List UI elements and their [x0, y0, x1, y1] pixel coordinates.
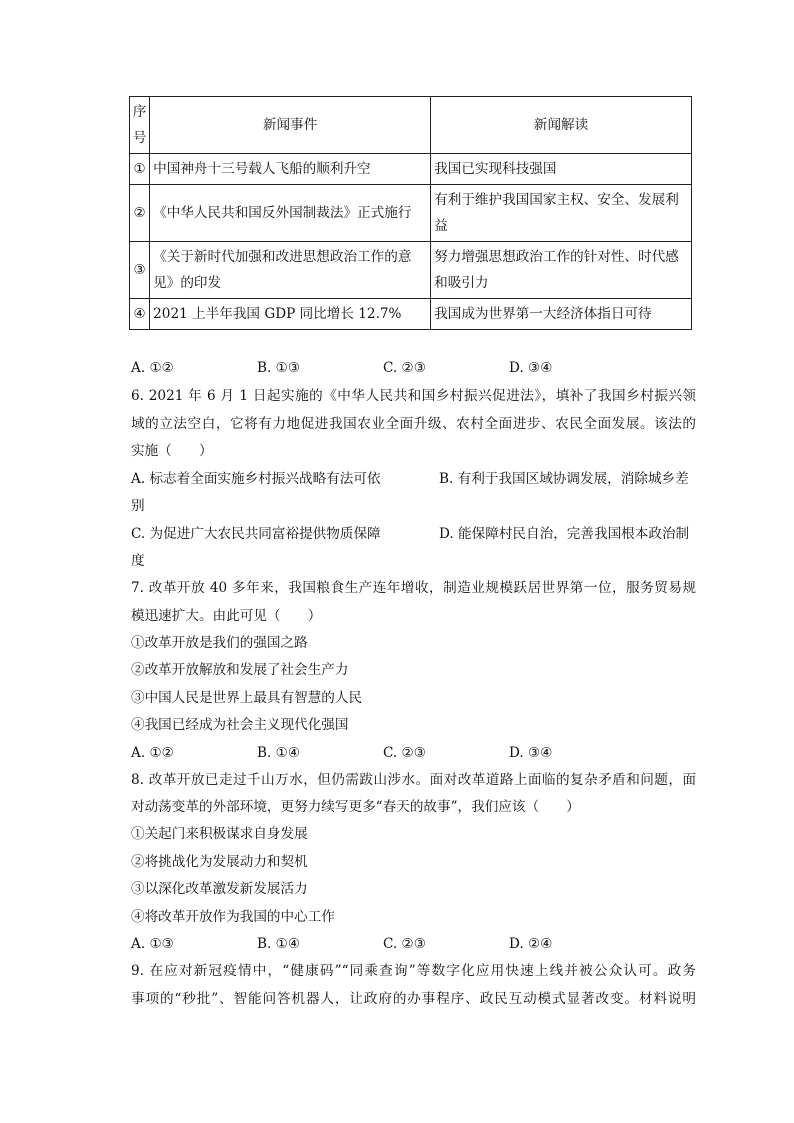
q8-statement: ②将挑战化为发展动力和契机 — [131, 854, 308, 870]
q7-option-d[interactable]: D. ③④ — [509, 745, 553, 761]
row-seq: ④ — [130, 299, 150, 330]
q9-stem-line: 9. 在应对新冠疫情中，“健康码”“同乘查询”等数字化应用快速上线并被公众认可。政务 — [131, 963, 696, 979]
q6-options-row — [131, 465, 696, 493]
table-row — [130, 185, 692, 242]
q6-option-a[interactable]: A. 标志着全面实施乡村振兴战略有法可依 — [131, 471, 381, 487]
q6-stem-line: 6. 2021 年 6 月 1 日起实施的《中华人民共和国乡村振兴促进法》，填补了我国乡村振兴领 — [131, 388, 696, 404]
q8-statement: ③以深化改革激发新发展活力 — [131, 881, 308, 897]
row-event: 《关于新时代加强和改进思想政治工作的意见》的印发 — [150, 242, 431, 299]
q8-option-b[interactable]: B. ①④ — [257, 936, 301, 952]
q5-option-c[interactable]: C. ②③ — [383, 360, 426, 376]
q7-stem-line: 模迅速扩大。由此可见（ ） — [131, 608, 322, 624]
row-interp: 我国已实现科技强国 — [431, 154, 692, 185]
q8-option-c[interactable]: C. ②③ — [383, 936, 426, 952]
row-event: 2021 上半年我国 GDP 同比增长 12.7% — [150, 299, 431, 330]
row-seq: ③ — [130, 242, 150, 299]
header-interp: 新闻解读 — [431, 97, 692, 154]
q8-stem-line: 对动荡变革的外部环境，更努力续写更多“春天的故事”，我们应该（ ） — [131, 799, 580, 815]
q9-stem-line: 事项的“秒批”、智能问答机器人，让政府的办事程序、政民互动模式显著改变。材料说明 — [131, 991, 696, 1007]
header-seq: 序号 — [130, 97, 150, 154]
q7-option-b[interactable]: B. ①④ — [257, 745, 301, 761]
table-row — [130, 242, 692, 299]
q6-option-b[interactable]: B. 有利于我国区域协调发展，消除城乡差 — [439, 471, 689, 487]
row-interp: 有利于维护我国国家主权、安全、发展利益 — [431, 185, 692, 242]
table-header-row — [130, 97, 692, 154]
q7-statement: ②改革开放解放和发展了社会生产力 — [131, 662, 349, 678]
q7-options — [131, 739, 696, 767]
q8-option-d[interactable]: D. ②④ — [509, 936, 553, 952]
q6-options-row — [131, 520, 696, 548]
q5-option-a[interactable]: A. ①② — [131, 360, 174, 376]
q6-option-b-cont: 别 — [131, 498, 145, 514]
q6-stem-line: 实施（ ） — [131, 443, 213, 459]
q8-option-a[interactable]: A. ①③ — [131, 936, 174, 952]
q7-statement: ③中国人民是世界上最具有智慧的人民 — [131, 690, 363, 706]
q7-stem-line: 7. 改革开放 40 多年来，我国粮食生产连年增收，制造业规模跃居世界第一位，服务贸易规 — [131, 580, 696, 596]
row-interp: 努力增强思想政治工作的针对性、时代感和吸引力 — [431, 242, 692, 299]
q7-option-a[interactable]: A. ①② — [131, 745, 174, 761]
row-event: 《中华人民共和国反外国制裁法》正式施行 — [150, 185, 431, 242]
row-seq: ② — [130, 185, 150, 242]
q8-stem-line: 8. 改革开放已走过千山万水，但仍需跋山涉水。面对改革道路上面临的复杂矛盾和问题，面 — [131, 772, 696, 788]
row-interp: 我国成为世界第一大经济体指日可待 — [431, 299, 692, 330]
header-event: 新闻事件 — [150, 97, 431, 154]
q7-statement: ①改革开放是我们的强国之路 — [131, 635, 308, 651]
table-row — [130, 154, 692, 185]
q8-statement: ①关起门来积极谋求自身发展 — [131, 826, 308, 842]
q6-option-c[interactable]: C. 为促进广大农民共同富裕提供物质保障 — [131, 526, 381, 542]
q5-option-d[interactable]: D. ③④ — [509, 360, 553, 376]
row-seq: ① — [130, 154, 150, 185]
q6-option-d[interactable]: D. 能保障村民自治，完善我国根本政治制 — [439, 526, 690, 542]
q7-option-c[interactable]: C. ②③ — [383, 745, 426, 761]
q5-option-b[interactable]: B. ①③ — [257, 360, 301, 376]
q8-options — [131, 930, 696, 958]
q7-statement: ④我国已经成为社会主义现代化强国 — [131, 717, 349, 733]
table-row — [130, 299, 692, 330]
row-event: 中国神舟十三号载人飞船的顺利升空 — [150, 154, 431, 185]
q6-stem-line: 域的立法空白，它将有力地促进我国农业全面升级、农村全面进步、农民全面发展。该法的 — [131, 416, 696, 432]
q6-option-d-cont: 度 — [131, 553, 145, 569]
news-table — [129, 96, 692, 330]
q8-statement: ④将改革开放作为我国的中心工作 — [131, 909, 335, 925]
q5-options — [131, 354, 696, 382]
